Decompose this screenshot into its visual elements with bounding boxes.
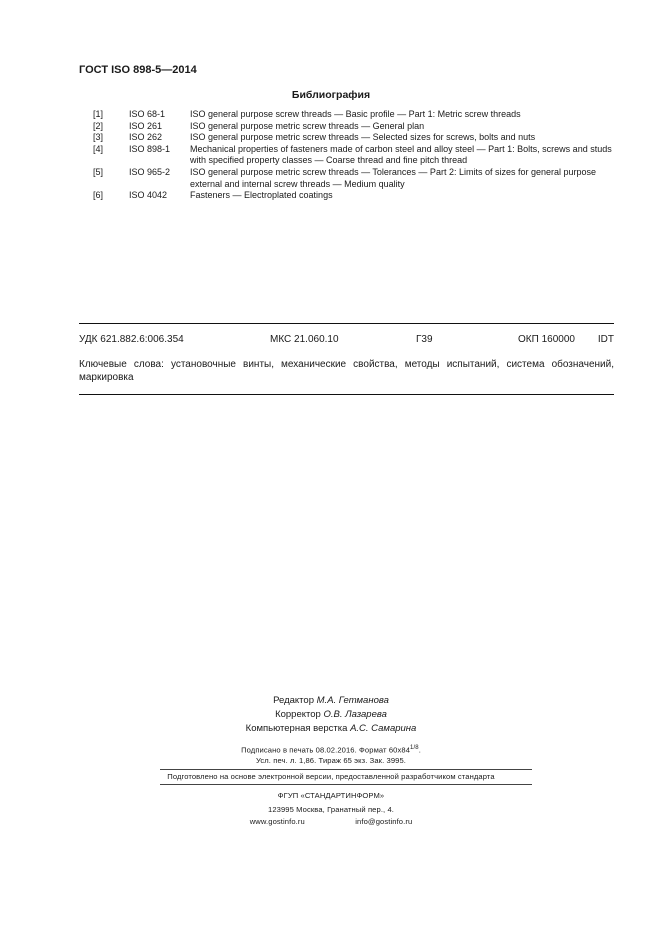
entry-text: Fasteners — Electroplated coatings [190,190,333,201]
keywords: Ключевые слова: установочные винты, механические свойства, методы испытаний, система обозначений, маркировка [79,359,614,383]
entry-number: [4] [93,143,104,154]
signed-line: Подписано в печать 08.02.2016. Формат $60x84^{1/8}$. [241,745,421,755]
bibliography-entry [93,144,618,167]
entry-code: ISO 4042 [129,190,168,201]
entry-number: [5] [93,166,104,177]
document-header: ГОСТ ISO 898-5—2014 [79,64,197,76]
prepared-top-rule [160,769,532,770]
email-link[interactable]: info@gostinfo.ru [355,817,413,826]
layout-label: Компьютерная верстка [245,723,348,734]
g-code: Г39 [416,334,433,345]
bibliography-entry [93,190,618,202]
classification-top-rule [79,323,614,324]
entry-number: [3] [93,132,104,143]
layout-name: А.С. Самарина [350,723,417,734]
bibliography-title: Библиография [291,89,371,101]
entry-code: ISO 898-1 [129,143,171,154]
print-stats: Усл. печ. л. 1,86. Тираж 65 экз. Зак. 3995. [255,756,407,765]
entry-number: [2] [93,120,104,131]
editor-label: Редактор [273,695,314,706]
entry-code: ISO 261 [129,120,163,131]
prepared-note: Подготовлено на основе электронной версии, предоставленной разработчиком стандарта [167,772,495,781]
corrector-label: Корректор [275,709,321,720]
bibliography-entry [93,109,618,121]
signed-text: Подписано в печать 08.02.2016. Формат 60x84 [241,745,411,755]
udk-code: УДК 621.882.6:006.354 [79,334,184,345]
bibliography-entry [93,167,618,190]
entry-number: [6] [93,190,104,201]
idt-label: IDT [597,334,614,345]
entry-code: ISO 68-1 [129,109,166,119]
entry-text: ISO general purpose screw threads — Basic profile — Part 1: Metric screw threads [190,109,521,119]
entry-text: ISO general purpose metric screw threads — General plan [190,120,425,131]
publisher-name: ФГУП «СТАНДАРТИНФОРМ» [277,791,385,800]
editor-name: М.А. Гетманова [316,695,389,706]
corrector-name: О.В. Лазарева [323,709,387,720]
entry-code: ISO 262 [129,132,163,143]
keywords-bottom-rule [79,394,614,395]
editor-line [0,695,662,706]
bibliography-list [93,109,618,202]
bibliography-entry [93,121,618,133]
okp-code: ОКП 160000 [518,334,575,345]
entry-text: ISO general purpose metric screw threads — Selected sizes for screws, bolts and nuts [190,132,536,143]
layout-line [0,723,662,734]
classification-row [79,334,614,348]
entry-text: ISO general purpose metric screw threads — Tolerances — Part 2: Limits of sizes for general purpose external and internal screw threads — Medium quality [190,166,597,189]
publisher-contacts [0,817,662,826]
format-fraction: 1/8 [410,745,419,751]
publisher-address: 123995 Москва, Гранатный пер., 4. [268,805,394,814]
bibliography-entry [93,132,618,144]
website-link[interactable]: www.gostinfo.ru [249,817,305,826]
entry-text: Mechanical properties of fasteners made of carbon steel and alloy steel — Part 1: Bolts, screws and studs with specified property classes — Coarse thread and fine pitch thread [190,143,612,166]
mks-code: МКС 21.060.10 [270,334,339,345]
prepared-bottom-rule [160,784,532,785]
entry-number: [1] [93,109,104,119]
entry-code: ISO 965-2 [129,166,171,177]
corrector-line [0,709,662,720]
